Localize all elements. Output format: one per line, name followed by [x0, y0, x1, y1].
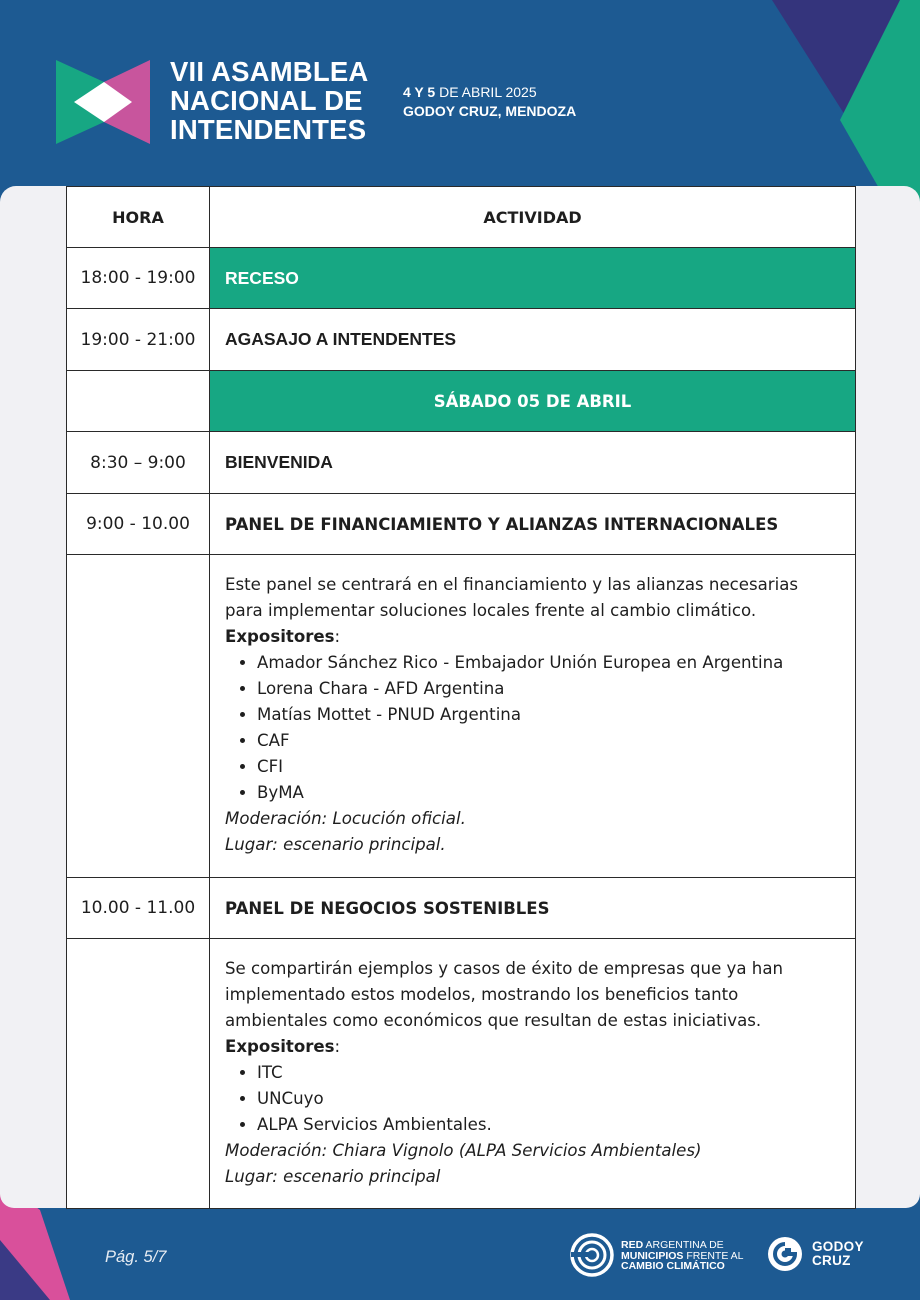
table-row: [67, 432, 856, 494]
event-title-line: INTENDENTES: [170, 114, 367, 145]
table-row: [67, 248, 856, 309]
speaker-item: • ALPA Servicios Ambientales.: [257, 1112, 840, 1138]
place-text: Lugar: escenario principal.: [225, 835, 446, 854]
speaker-item: • Matías Mottet - PNUD Argentina: [257, 702, 840, 728]
agenda-table: [66, 186, 856, 1209]
description-text: Este panel se centrará en el financiamiento y las alianzas necesarias para implementar soluciones locales frente al cambio climático.: [225, 575, 799, 620]
row-activity: BIENVENIDA: [210, 432, 856, 494]
row-hour: 8:30 – 9:00: [67, 432, 210, 494]
red-municipios-text: [621, 1240, 744, 1272]
speaker-item: • CFI: [257, 754, 840, 780]
godoy-cruz-logo-icon: [767, 1236, 803, 1272]
event-title-line: NACIONAL DE: [170, 85, 363, 116]
godoy-cruz-text: [812, 1240, 864, 1268]
speaker-item: • Amador Sánchez Rico - Embajador Unión Europea en Argentina: [257, 650, 840, 676]
empty-cell: [67, 371, 210, 432]
moderation-text: Moderación: Chiara Vignolo (ALPA Servicios Ambientales): [225, 1141, 702, 1160]
row-hour: 10.00 - 11.00: [67, 878, 210, 939]
speaker-item: • UNCuyo: [257, 1086, 840, 1112]
row-hour: 18:00 - 19:00: [67, 248, 210, 309]
speaker-item: • ITC: [257, 1060, 840, 1086]
speakers-list: [225, 1060, 840, 1138]
panel-title: PANEL DE NEGOCIOS SOSTENIBLES: [210, 878, 856, 939]
godoy-label: GODOY: [812, 1239, 864, 1254]
moderation-text: Moderación: Locución oficial.: [225, 809, 466, 828]
panel-description: Se compartirán ejemplos y casos de éxito de empresas que ya han implementado estos modelos, mostrando los beneficios tanto ambientales como económicos que resultan de estas iniciativas. Expositores: • ITC • UNCuyo • ALPA Servicios Ambientales. Moderación: Chiara Vignolo (ALPA Servicios Ambientales) Lugar: escenario principal: [210, 939, 856, 1209]
red-municipios-logo-icon: [569, 1232, 615, 1278]
speakers-list: [225, 650, 840, 806]
panel-description: Este panel se centrará en el financiamiento y las alianzas necesarias para implementar soluciones locales frente al cambio climático. Expositores: • Amador Sánchez Rico - Embajador Unión Europea en Argentina • Lorena Chara - AFD Argentina • Matías Mottet - PNUD Argentina • CAF • CFI • ByMA Moderación: Locución oficial. Lugar: escenario principal.: [210, 555, 856, 878]
row-hour: 9:00 - 10.00: [67, 494, 210, 555]
speakers-label: Expositores: [225, 1037, 335, 1056]
municipios-label: MUNICIPIOS: [621, 1249, 684, 1262]
speaker-item: • Lorena Chara - AFD Argentina: [257, 676, 840, 702]
event-month: DE ABRIL 2025: [435, 84, 537, 100]
speaker-item: • CAF: [257, 728, 840, 754]
table-row: [67, 494, 856, 555]
speakers-label: Expositores: [225, 627, 335, 646]
table-header-row: [67, 187, 856, 248]
column-header-hora: HORA: [67, 187, 210, 248]
row-activity: RECESO: [210, 248, 856, 309]
row-hour: 19:00 - 21:00: [67, 309, 210, 371]
event-date: [403, 83, 576, 121]
municipios-label-rest: FRENTE AL: [683, 1249, 744, 1262]
panel-description-row: [67, 939, 856, 1209]
cruz-label: CRUZ: [812, 1253, 851, 1268]
event-days: 4 Y 5: [403, 84, 436, 100]
row-activity: AGASAJO A INTENDENTES: [210, 309, 856, 371]
day-label: SÁBADO 05 DE ABRIL: [210, 371, 856, 432]
place-text: Lugar: escenario principal: [225, 1167, 441, 1186]
assembly-logo: [54, 58, 154, 146]
panel-description-row: [67, 555, 856, 878]
speaker-item: • ByMA: [257, 780, 840, 806]
table-row: [67, 309, 856, 371]
panel-title: PANEL DE FINANCIAMIENTO Y ALIANZAS INTERNACIONALES: [210, 494, 856, 555]
table-row: [67, 878, 856, 939]
description-text: Se compartirán ejemplos y casos de éxito de empresas que ya han implementado estos modelos, mostrando los beneficios tanto ambientales como económicos que resultan de estas iniciativas.: [225, 959, 784, 1030]
column-header-actividad: ACTIVIDAD: [210, 187, 856, 248]
empty-cell: [67, 939, 210, 1209]
empty-cell: [67, 555, 210, 878]
event-title-line: VII ASAMBLEA: [170, 56, 369, 87]
day-header-row: [67, 371, 856, 432]
red-label-rest: ARGENTINA DE: [643, 1239, 724, 1251]
event-title: [170, 57, 368, 144]
page-number: Pág. 5/7: [105, 1248, 167, 1266]
red-label: RED: [621, 1239, 644, 1251]
event-location: GODOY CRUZ, MENDOZA: [403, 103, 577, 119]
cambio-climatico-label: CAMBIO CLIMÁTICO: [621, 1260, 725, 1272]
